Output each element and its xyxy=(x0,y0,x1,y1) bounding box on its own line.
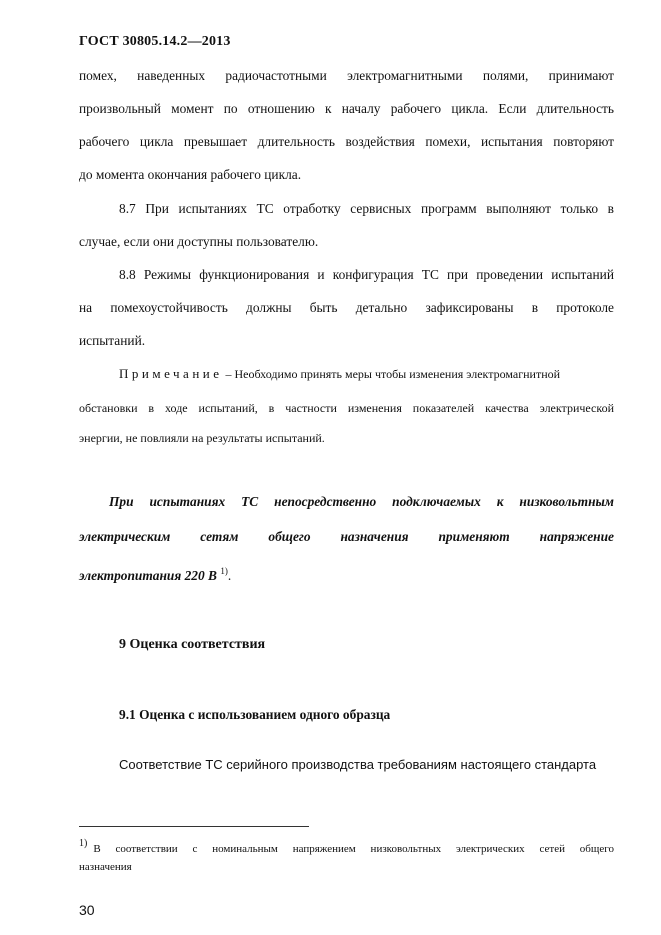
insert-line: электрическим сетям общего назначения применяют напряжение xyxy=(79,529,614,544)
note-text: Необходимо принять меры чтобы изменения электромагнитной xyxy=(234,367,561,381)
footnote-line: назначения xyxy=(79,861,132,873)
section-9-1-paragraph: Соответствие ТС серийного производства требованиям настоящего стандарта xyxy=(119,757,597,772)
section-9-heading: 9 Оценка соответствия xyxy=(119,637,266,652)
note-dash: – xyxy=(222,367,235,381)
paragraph-line: рабочего цикла превышает длительность воздействия помехи, испытания повторяют xyxy=(79,134,614,149)
paragraph-line: произвольный момент по отношению к началу рабочего цикла. Если длительность xyxy=(79,101,614,116)
footnote-reference[interactable]: 1) xyxy=(220,566,228,576)
clause-8-7-line: 8.7 При испытаниях ТС отработку сервисных программ выполняют только в xyxy=(119,201,614,216)
clause-8-7-line: случае, если они доступны пользователю. xyxy=(79,234,319,249)
note-line xyxy=(119,366,614,382)
footnote-mark: 1) xyxy=(79,838,88,849)
note-label: Примечание xyxy=(119,366,223,381)
footnote-line xyxy=(79,838,614,855)
insert-text: электропитания 220 В xyxy=(79,568,217,583)
clause-8-8-line: испытаний. xyxy=(79,333,146,348)
clause-8-8-line: 8.8 Режимы функционирования и конфигурация ТС при проведении испытаний xyxy=(119,267,614,282)
insert-line: При испытаниях ТС непосредственно подключаемых к низковольтным xyxy=(109,494,614,509)
clause-8-8-line: на помехоустойчивость должны быть детально зафиксированы в протоколе xyxy=(79,300,614,315)
note-line: энергии, не повлияли на результаты испытаний. xyxy=(79,431,325,445)
note-line: обстановки в ходе испытаний, в частности изменения показателей качества электрической xyxy=(79,401,614,415)
paragraph-line: помех, наведенных радиочастотными электромагнитными полями, принимают xyxy=(79,68,614,83)
paragraph-line: до момента окончания рабочего цикла. xyxy=(79,167,302,182)
insert-end: . xyxy=(227,568,232,583)
footnote-text: В соответствии с номинальным напряжением низковольтных электрических сетей общего xyxy=(93,843,614,855)
page-number: 30 xyxy=(79,902,95,918)
insert-line xyxy=(79,563,614,584)
section-9-1-heading: 9.1 Оценка с использованием одного образца xyxy=(119,707,391,722)
document-header: ГОСТ 30805.14.2—2013 xyxy=(79,34,231,49)
footnote-separator xyxy=(79,826,309,827)
